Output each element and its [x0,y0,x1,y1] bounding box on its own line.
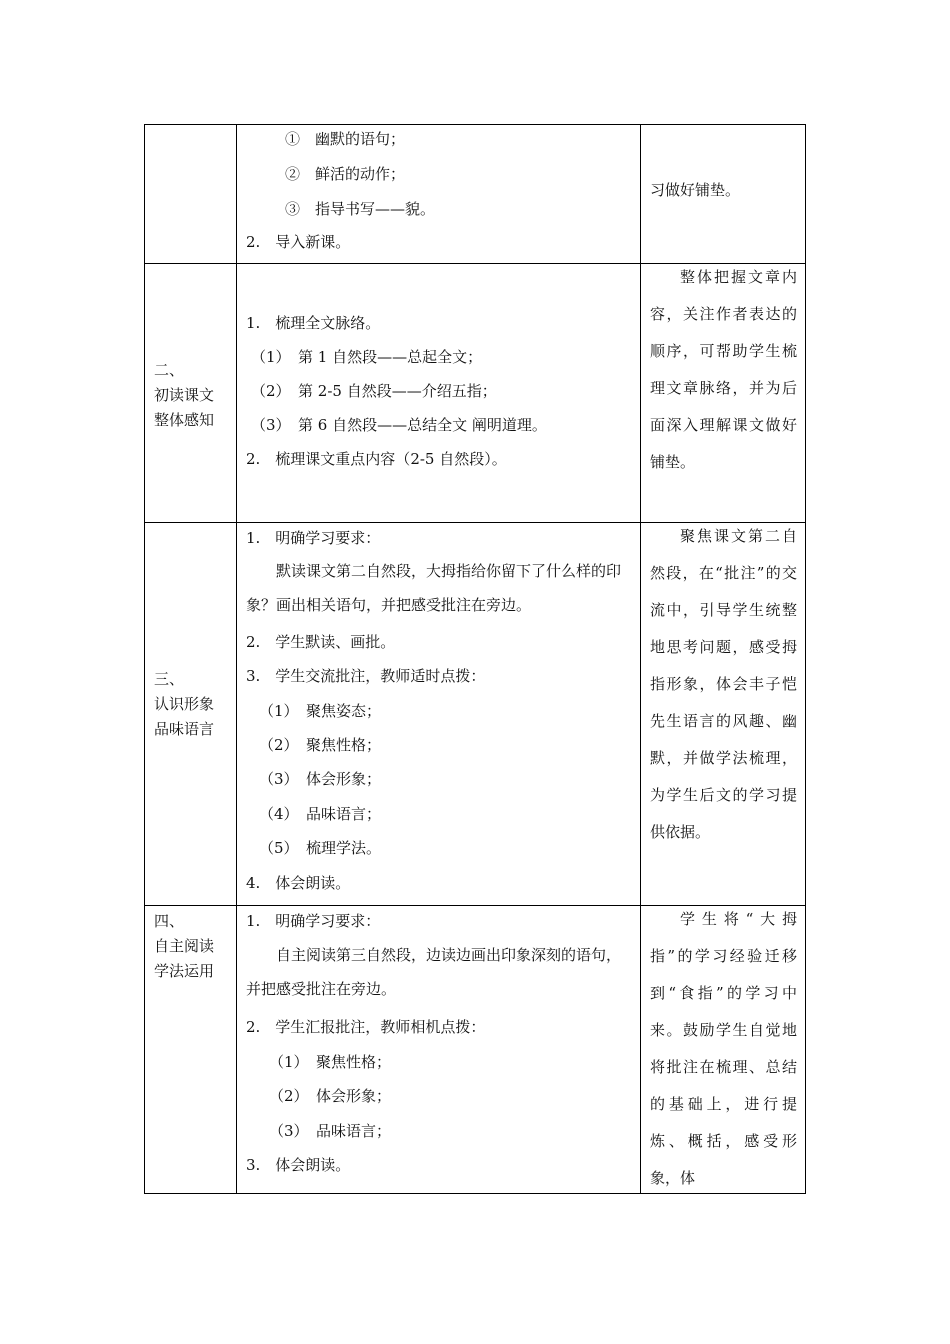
process-cell [237,264,641,523]
note-cell [641,906,806,1194]
stage-title: 整体感知 [154,411,215,429]
process-line: （1） 聚焦性格； [269,1053,392,1071]
stage-cell [145,264,237,523]
process-line: 1. 明确学习要求： [246,529,381,547]
process-line: 2. 学生默读、画批。 [246,633,396,651]
process-line: （3） 体会形象； [259,770,382,788]
process-line: （4） 品味语言； [259,805,382,823]
process-line: （3） 第 6 自然段——总结全文 阐明道理。 [251,416,547,434]
table-row-stage-2 [145,264,806,523]
design-note: 整体把握文章内容，关注作者表达的顺序，可帮助学生梳理文章脉络，并为后面深入理解课文做好铺垫。 [650,268,797,471]
stage-title: 品味语言 [154,720,215,738]
table-row-stage-4 [145,906,806,1194]
lesson-plan-table [144,124,806,1194]
process-line: ① 幽默的语句； [285,130,406,148]
stage-number: 四、 [154,912,185,930]
note-cell [641,125,806,264]
stage-cell [145,523,237,906]
process-line: （2） 第 2-5 自然段——介绍五指； [251,382,497,400]
process-paragraph: 默读课文第二自然段，大拇指给你留下了什么样的印象？画出相关语句，并把感受批注在旁边。 [246,562,622,614]
design-note: 聚焦课文第二自然段，在“批注”的交流中，引导学生统整地思考问题，感受拇指形象，体会丰子恺先生语言的风趣、幽默，并做学法梳理，为学生后文的学习提供依据。 [650,527,797,841]
process-line: 2. 导入新课。 [246,233,351,251]
process-line: （5） 梳理学法。 [259,839,382,857]
process-line: （2） 体会形象； [269,1087,392,1105]
process-line: 1. 梳理全文脉络。 [246,314,381,332]
process-cell [237,906,641,1194]
stage-cell [145,125,237,264]
process-line: （2） 聚焦性格； [259,736,382,754]
process-paragraph: 自主阅读第三自然段，边读边画出印象深刻的语句，并把感受批注在旁边。 [246,946,622,998]
process-line: （1） 第 1 自然段——总起全文； [251,348,483,366]
process-line: （1） 聚焦姿态； [259,702,382,720]
process-line: 2. 梳理课文重点内容（2-5 自然段）。 [246,450,507,468]
stage-title: 认识形象 [154,695,215,713]
process-line: 4. 体会朗读。 [246,874,351,892]
note-cell [641,523,806,906]
process-line: ② 鲜活的动作； [285,165,406,183]
process-line: ③ 指导书写——貌。 [285,200,436,218]
stage-title: 自主阅读 [154,937,215,955]
process-line: 1. 明确学习要求： [246,912,381,930]
stage-title: 初读课文 [154,386,215,404]
process-line: （3） 品味语言； [269,1122,392,1140]
process-line: 2. 学生汇报批注，教师相机点拨： [246,1018,486,1036]
design-note: 学生将“大拇指”的学习经验迁移到“食指”的学习中来。鼓励学生自觉地将批注在梳理、总结的基础上，进行提炼、概括，感受形象，体 [650,910,797,1187]
process-line: 3. 学生交流批注，教师适时点拨： [246,667,486,685]
process-cell [237,125,641,264]
stage-number: 三、 [154,670,185,688]
stage-title: 学法运用 [154,962,215,980]
process-line: 3. 体会朗读。 [246,1156,351,1174]
process-cell [237,523,641,906]
stage-number: 二、 [154,361,185,379]
table-row-stage-3 [145,523,806,906]
note-cell [641,264,806,523]
stage-cell [145,906,237,1194]
design-note: 习做好铺垫。 [650,181,741,199]
table-row-intro [145,125,806,264]
